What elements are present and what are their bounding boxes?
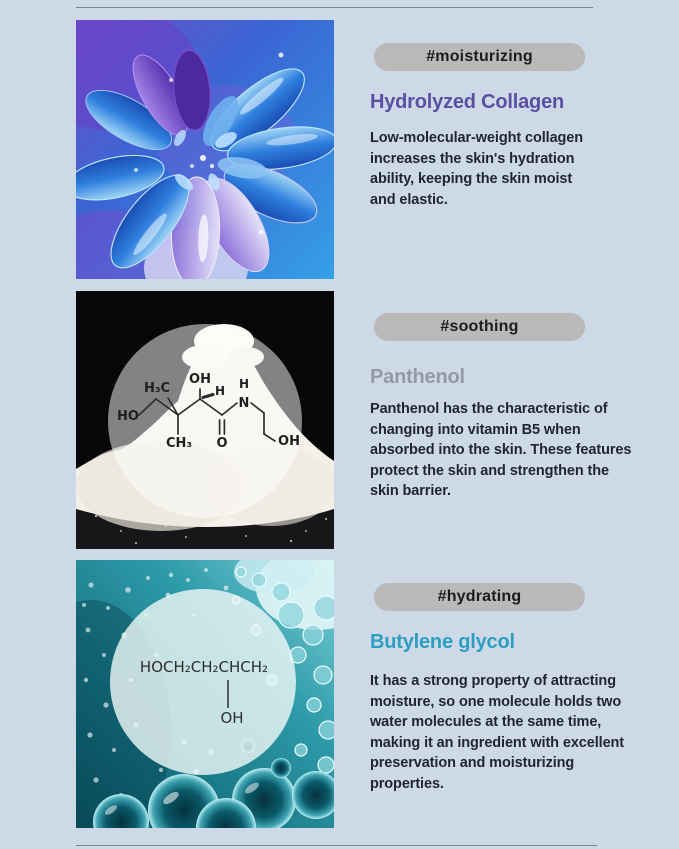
tag-pill (374, 313, 585, 341)
tag-pill (374, 583, 585, 611)
magnifier-circle (110, 589, 296, 775)
description-line: It has a strong property of attracting (370, 673, 616, 689)
label-ho: HO (117, 409, 139, 424)
ingredient-description (370, 399, 631, 502)
label-stereo-h: H (214, 384, 226, 398)
description-line: changing into vitamin B5 when (370, 421, 581, 438)
label-amide-h: H (238, 377, 250, 391)
description-line: water molecules at the same time, (370, 714, 602, 730)
top-divider (76, 7, 593, 8)
bottom-divider (76, 845, 597, 846)
tag-label: #hydrating (437, 588, 522, 605)
tag-label: #soothing (440, 318, 519, 335)
label-ch3: CH₃ (165, 436, 193, 451)
label-h3c: H₃C (143, 381, 171, 396)
ingredient-description (370, 671, 624, 794)
water-bubbles-art (76, 560, 334, 828)
description-line: protect the skin and strengthen the (370, 462, 610, 479)
ingredient-heading: Panthenol (370, 366, 465, 388)
description-line: preservation and moisturizing (370, 755, 575, 771)
description-line: making it an ingredient with excellent (370, 734, 625, 751)
description-line: absorbed into the skin. These features (370, 442, 632, 458)
label-oh-end: OH (278, 434, 300, 449)
formula-backbone: HOCH₂CH₂CHCH₂ (139, 658, 269, 676)
label-oh-top: OH (189, 372, 211, 387)
tag-label: #moisturizing (426, 48, 533, 65)
section-soothing (0, 291, 679, 549)
ingredient-heading: Hydrolyzed Collagen (370, 91, 565, 113)
description-line: increases the skin's hydration (370, 150, 575, 167)
ingredient-description (370, 128, 583, 210)
section-hydrating (0, 560, 679, 828)
description-line: Low-molecular-weight collagen (370, 130, 584, 146)
collagen-droplets-art (76, 20, 334, 279)
label-n: N (238, 396, 250, 411)
collagen-droplets-image (76, 20, 334, 279)
tag-pill (374, 43, 585, 71)
description-line: properties. (370, 775, 444, 792)
panthenol-powder-art (76, 291, 334, 549)
section-moisturizing (0, 20, 679, 280)
panthenol-powder-image (76, 291, 334, 549)
butylene-glycol-water-image (76, 560, 334, 828)
description-line: ability, keeping the skin moist (370, 171, 573, 187)
label-carbonyl-o: O (216, 436, 228, 451)
description-line: skin barrier. (370, 483, 451, 499)
ingredient-heading: Butylene glycol (370, 631, 515, 653)
formula-hydroxyl: OH (220, 709, 244, 727)
description-line: Panthenol has the characteristic of (370, 401, 608, 417)
description-line: moisture, so one molecule holds two (370, 693, 622, 710)
description-line: and elastic. (370, 191, 448, 208)
